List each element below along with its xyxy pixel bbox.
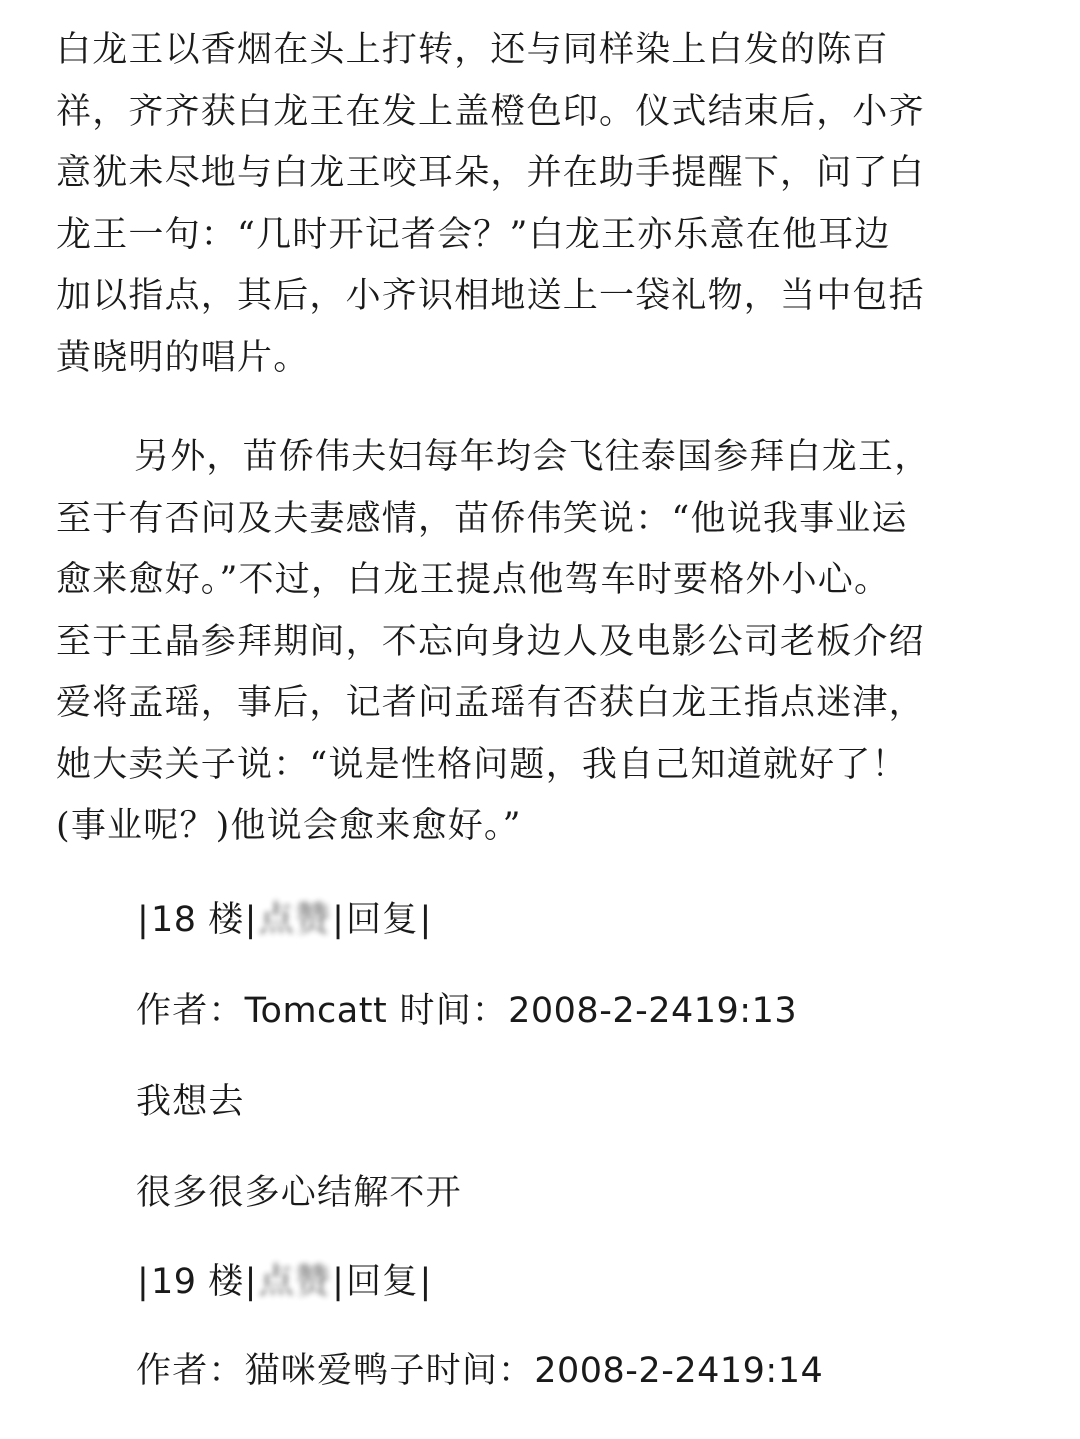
article-paragraph-1	[56, 20, 1016, 389]
separator: |	[332, 900, 346, 940]
floor-number: 19 楼	[151, 1262, 244, 1302]
post-19-floor-bar	[136, 1257, 433, 1307]
paragraph-line: 龙王一句：“几时开记者会？”白龙王亦乐意在他耳边	[56, 214, 891, 255]
paragraph-line: 愈来愈好。”不过，白龙王提点他驾车时要格外小心。	[56, 560, 891, 600]
separator: |	[244, 900, 258, 940]
reply-button[interactable]: 回复	[346, 900, 419, 940]
separator: |	[419, 900, 433, 940]
post-time: 2008-2-2419:14	[534, 1351, 824, 1391]
article-paragraph-2	[56, 427, 1016, 858]
paragraph-line: 黄晓明的唱片。	[56, 337, 310, 378]
paragraph-line-text: 另外，苗侨伟夫妇每年均会飞往泰国参拜白龙王，	[134, 437, 931, 477]
post-18-author-line	[136, 986, 797, 1036]
separator: |	[332, 1262, 346, 1302]
time-prefix: 时间：	[387, 991, 509, 1031]
paragraph-line: 白龙王以香烟在头上打转，还与同样染上白发的陈百	[56, 30, 889, 70]
paragraph-line: 祥，齐齐获白龙王在发上盖橙色印。仪式结束后，小齐	[56, 91, 925, 132]
separator: |	[137, 900, 150, 940]
separator: |	[419, 1262, 433, 1302]
post-time: 2008-2-2419:13	[508, 991, 798, 1031]
paragraph-line: 至于王晶参拜期间，不忘向身边人及电影公司老板介绍	[56, 621, 925, 662]
paragraph-line: 爱将孟瑶，事后，记者问孟瑶有否获白龙王指点迷津，	[56, 683, 925, 723]
floor-number: 18 楼	[151, 900, 244, 940]
author-name[interactable]: 猫咪爱鸭子	[244, 1351, 426, 1391]
paragraph-line: (事业呢？)他说会愈来愈好。”	[56, 806, 522, 846]
post-18-content-line: 我想去	[136, 1082, 245, 1122]
post-18-floor-bar	[136, 895, 433, 945]
paragraph-line-indented	[56, 427, 1016, 489]
post-19-author-line	[136, 1346, 823, 1396]
paragraph-line: 加以指点，其后，小齐识相地送上一袋礼物，当中包括	[56, 276, 925, 316]
paragraph-line: 意犹未尽地与白龙王咬耳朵，并在助手提醒下，问了白	[56, 153, 925, 193]
separator: |	[137, 1262, 150, 1302]
author-name[interactable]: Tomcatt	[244, 991, 388, 1031]
author-prefix: 作者：	[136, 1351, 245, 1391]
author-prefix: 作者：	[136, 991, 245, 1031]
time-prefix: 时间：	[425, 1351, 535, 1391]
reply-button[interactable]: 回复	[346, 1262, 419, 1302]
like-button[interactable]: 点赞	[258, 1262, 332, 1302]
separator: |	[244, 1262, 258, 1302]
paragraph-line: 她大卖关子说：“说是性格问题，我自己知道就好了！	[56, 744, 908, 785]
like-button[interactable]: 点赞	[258, 900, 332, 940]
post-18-content-line: 很多很多心结解不开	[136, 1173, 462, 1213]
paragraph-line: 至于有否问及夫妻感情，苗侨伟笑说：“他说我事业运	[56, 498, 908, 539]
